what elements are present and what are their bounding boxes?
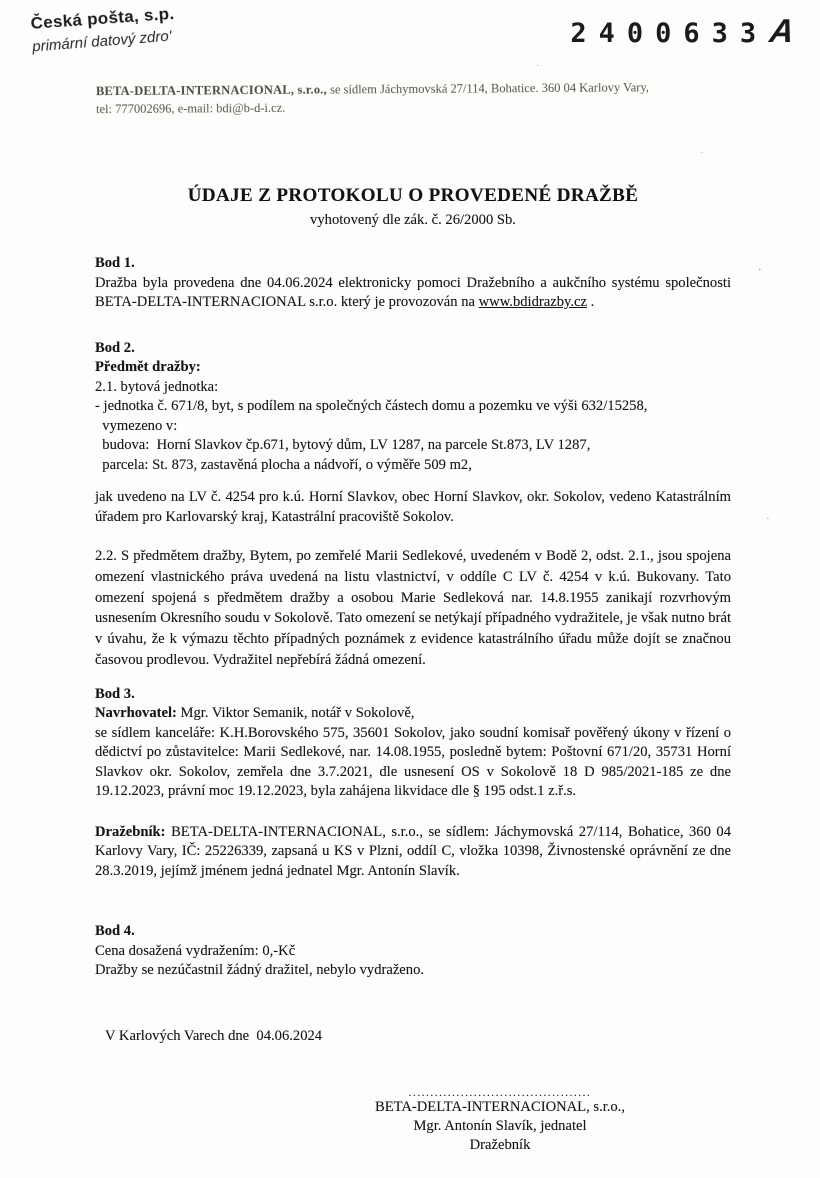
letterhead [96, 78, 716, 119]
bod2-heading: Bod 2. [95, 339, 135, 356]
bod2-item21: 2.1. bytová jednotka: [95, 378, 219, 395]
stamp-digits: 2400633 [570, 18, 769, 49]
closing-place-date: V Karlových Varech dne 04.06.2024 [105, 1027, 323, 1044]
section-bod2 [95, 339, 731, 671]
scan-speck: · [536, 60, 540, 72]
bod4-result-line: Dražby se nezúčastnil žádný dražitel, nebylo vydraženo. [95, 962, 425, 979]
bod4-heading: Bod 4. [95, 923, 135, 940]
signature-name: Mgr. Antonín Slavík, jednatel [413, 1118, 587, 1135]
unit-line-vymezeno: vymezeno v: [95, 417, 178, 434]
postal-company: Česká pošta, s.p. [30, 3, 175, 33]
drazebnik-paragraph [95, 823, 731, 882]
lv-paragraph: jak uvedeno na LV č. 4254 pro k.ú. Horní Slavkov, obec Horní Slavkov, okr. Sokolov, vedeno Katastrálním úřadem pro Karlovarský kraj, Katastrální pracoviště Sokolov. [95, 489, 731, 525]
unit-line-budova: budova: Horní Slavkov čp.671, bytový dům, LV 1287, na parcele St.873, LV 1287, [95, 437, 591, 453]
bod2-item22-paragraph: 2.2. S předmětem dražby, Bytem, po zemřelé Marii Sedlekové, uvedeném v Bodě 2, odst. 2.1., jsou spojena omezení vlastnického práva uvedená na listu vlastnictví, v oddíle C LV č. 4254 v k.ú. Bukovany. Tato omezení spojená s předmětem dražby a osobou Marie Sedleková nar. 14.8.1955 zanikají rozvrhovým usnesením Okresního soudu v Sokolově. Tato omezení se netýkají případného vydražitele, je však nutno brát v úvahu, že k výmazu těchto případných poznámek z evidence katastrálního úřadu může dojít se značnou časovou prodlevou. Vydražitel nepřebírá žádná omezení. [95, 548, 731, 668]
drazebnik-label: Dražebník: [95, 823, 166, 840]
bod1-paragraph [95, 274, 731, 313]
bod1-text-after: . [586, 294, 595, 310]
drazebnik-body: BETA-DELTA-INTERNACIONAL, s.r.o., se sídlem: Jáchymovská 27/114, Bohatice, 360 04 Karlovy Vary, IČ: 25226339, zapsaná u KS v Plzni, oddíl C, vložka 10398, Živnostenské oprávnění ze dne 28.3.2019, jejímž jménem jedná jednatel Mgr. Antonín Slavík. [95, 823, 731, 879]
bod2-subheading: Předmět dražby: [95, 359, 201, 375]
navrhovatel-line [95, 704, 731, 724]
signature-company: BETA-DELTA-INTERNACIONAL, s.r.o., [374, 1099, 626, 1116]
bod3-body: se sídlem kanceláře: K.H.Borovského 575, 35601 Sokolov, jako soudní komisař pověřený úkony v řízení o dědictví po zůstavitelce: Marii Sedlekové, nar. 14.08.1955, posledně bytem: Poštovní 671/20, 35731 Horní Slavkov okr. Sokolov, zemřela dne 3.7.2021, dle usnesení OS v Sokolově 18 D 985/2021-185 ze dne 19.12.2023, právní moc 19.12.2023, byla zahájena likvidace dle § 195 odst.1 z.ř.s. [95, 724, 731, 800]
bod1-heading: Bod 1. [95, 255, 135, 271]
letterhead-company: BETA-DELTA-INTERNACIONAL, s.r.o., [95, 82, 327, 99]
file-number-stamp [570, 12, 797, 50]
document-subtitle: vyhotovený dle zák. č. 26/2000 Sb. [310, 211, 516, 228]
postal-subtitle: primární datový zdro' [31, 27, 173, 56]
stamp-letter: A [767, 12, 797, 49]
auction-site-link[interactable]: www.bdidrazby.cz [478, 294, 587, 310]
unit-line-jednotka: - jednotka č. 671/8, byt, s podílem na společných částech domu a pozemku ve výši 632/15258, [95, 398, 648, 414]
bod4-price-line: Cena dosažená vydražením: 0,-Kč [95, 942, 296, 959]
navrhovatel-name: Mgr. Viktor Semanik, notář v Sokolově, [176, 705, 415, 722]
signature-role: Dražebník [469, 1137, 531, 1154]
section-bod1 [95, 254, 731, 313]
document-body [95, 186, 731, 1155]
letterhead-address: se sídlem Jáchymovská 27/114, Bohatice. 360 04 Karlovy Vary, [326, 80, 649, 97]
postal-header [30, 4, 177, 55]
signature-dotted-line: .......................................... [408, 1088, 592, 1099]
section-bod4 [95, 922, 731, 981]
unit-line-parcela: parcela: St. 873, zastavěná plocha a nádvoří, o výměře 509 m2, [95, 456, 472, 473]
signature-block [347, 1088, 653, 1155]
bod3-heading: Bod 3. [95, 685, 135, 702]
scan-speck: · [758, 264, 762, 276]
section-bod3 [95, 685, 731, 802]
scan-speck: · [700, 147, 704, 159]
letterhead-contact: tel: 777002696, e-mail: bdi@b-d-i.cz. [96, 100, 286, 117]
bod1-text: Dražba byla provedena dne 04.06.2024 elektronicky pomoci Dražebního a aukčního systému společnosti BETA-DELTA-INTERNACIONAL s.r.o. který je provozován na [95, 274, 731, 310]
scan-speck: · [766, 513, 770, 525]
document-title: ÚDAJE Z PROTOKOLU O PROVEDENÉ DRAŽBĚ [187, 185, 639, 206]
navrhovatel-label: Navrhovatel: [95, 705, 177, 722]
